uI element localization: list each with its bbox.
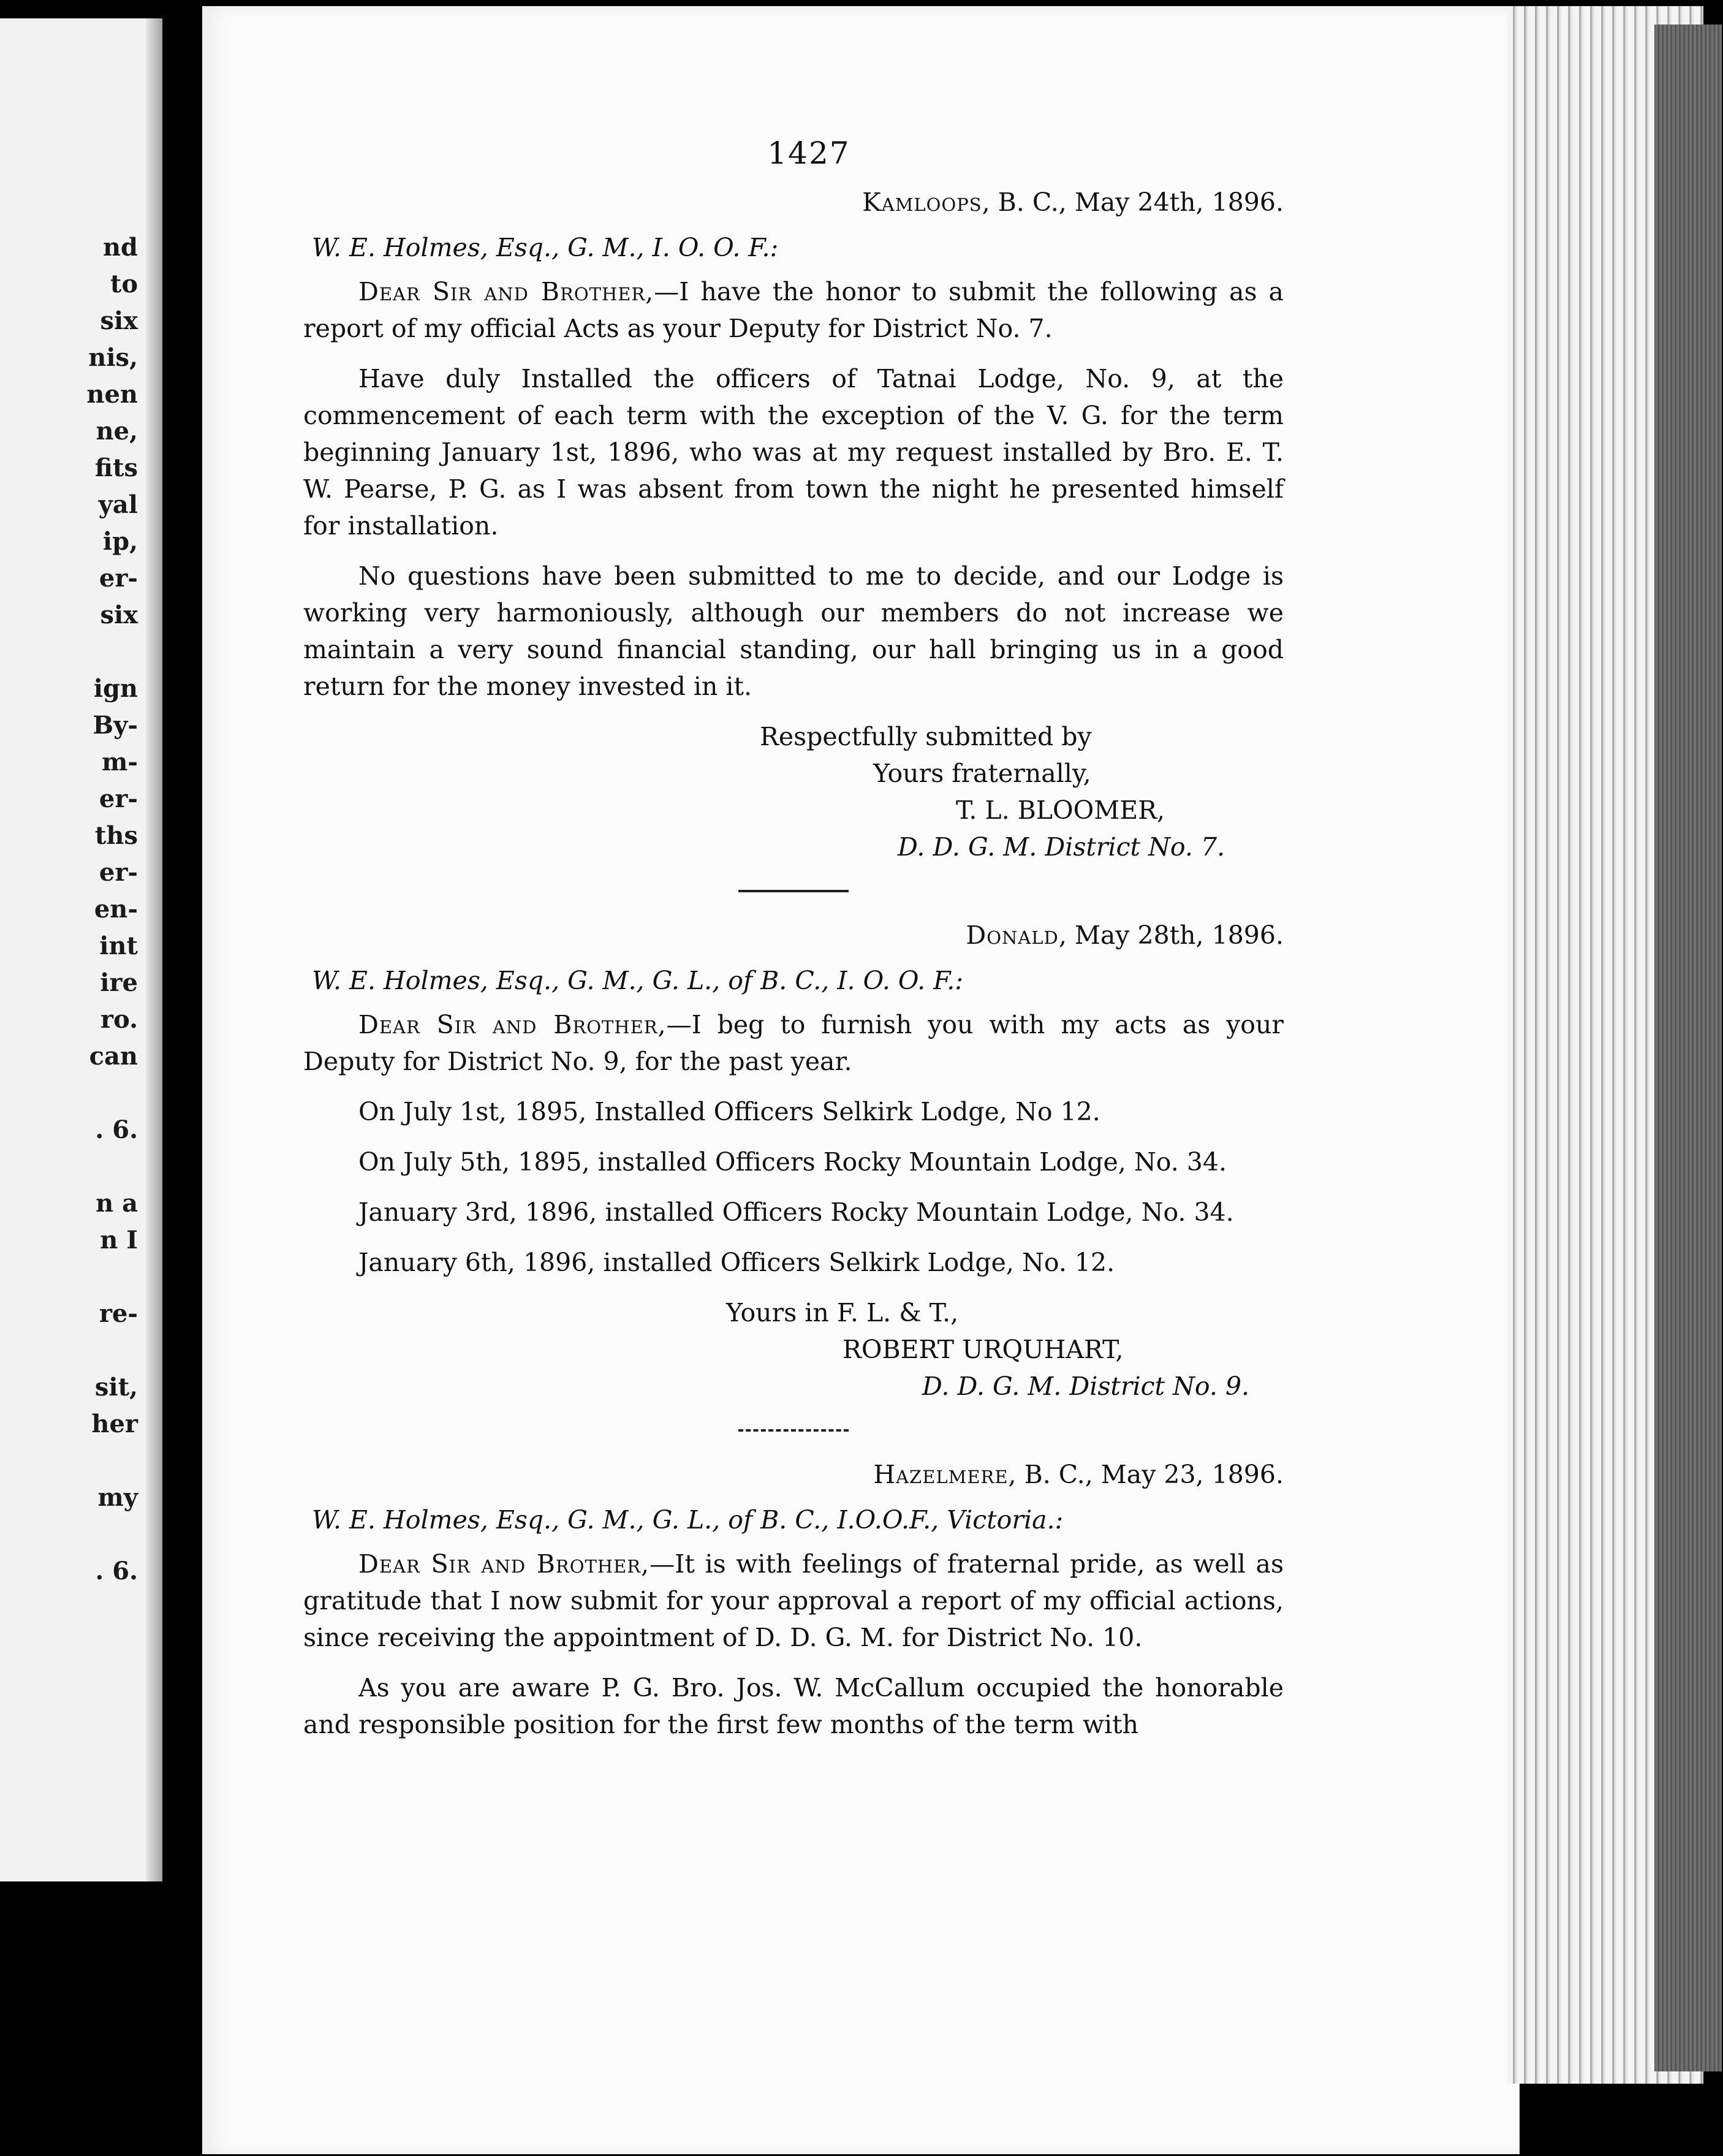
facing-page-fragment-line: six: [100, 306, 138, 335]
place-name: Kamloops: [862, 188, 982, 217]
list-item: January 3rd, 1896, installed Officers Rocky Mountain Lodge, No. 34.: [358, 1198, 1234, 1227]
paragraph: [303, 1006, 1284, 1080]
facing-page-fragment-line: ths: [94, 821, 138, 850]
paragraph-text: —I beg to furnish you with my acts as your Deputy for District No. 9, for the past year.: [303, 1010, 1284, 1076]
facing-page-fragment-line: her: [91, 1410, 138, 1438]
page-number: 1427: [767, 135, 850, 171]
facing-page-fragment-line: sit,: [94, 1373, 138, 1402]
list-item: January 6th, 1896, installed Officers Selkirk Lodge, No. 12.: [358, 1248, 1115, 1277]
place-name: Hazelmere: [873, 1460, 1009, 1489]
date: , May 28th, 1896.: [1058, 920, 1284, 950]
salutation: W. E. Holmes, Esq., G. M., G. L., of B. C., I.O.O.F., Victoria.:: [312, 1505, 1064, 1535]
paragraph: [303, 273, 1284, 347]
letter-dateline: [303, 1456, 1284, 1493]
facing-page-fragment-line: nen: [86, 380, 138, 409]
signer-name: ROBERT URQUHART,: [843, 1335, 1124, 1364]
facing-page-fragment-line: can: [89, 1042, 138, 1071]
place-name: Donald: [966, 920, 1059, 950]
facing-page-fragment-line: my: [97, 1483, 138, 1512]
facing-page-fragment-line: . 6.: [95, 1115, 138, 1144]
signer-title: D. D. G. M. District No. 7.: [898, 832, 1225, 862]
facing-page-fragment-line: . 6.: [95, 1557, 138, 1585]
salutation: W. E. Holmes, Esq., G. M., I. O. O. F.:: [312, 233, 779, 262]
facing-page-fragment-line: ip,: [102, 527, 138, 556]
facing-page-fragment-line: ne,: [96, 417, 138, 446]
facing-page-fragment-line: yal: [98, 490, 138, 519]
facing-page-fragment-line: ro.: [100, 1005, 138, 1034]
page-content: [303, 110, 1284, 1756]
closing-line: Respectfully submitted by: [760, 722, 1092, 751]
facing-page-fragment-line: er-: [99, 858, 138, 887]
greeting: Dear Sir and Brother,: [358, 277, 654, 306]
facing-page-fragment-line: By-: [93, 711, 138, 740]
facing-page-fragment-line: er-: [99, 784, 138, 813]
list-item: On July 5th, 1895, installed Officers Rocky Mountain Lodge, No. 34.: [358, 1147, 1227, 1177]
facing-page-fragment-line: n I: [100, 1226, 138, 1255]
paragraph-text: —I have the honor to submit the following as a report of my official Acts as your Deputy for District No. 7.: [303, 277, 1284, 343]
facing-page-fragment-line: re-: [99, 1299, 138, 1328]
facing-page-fragment-line: fits: [94, 454, 138, 482]
signer-name: T. L. BLOOMER,: [956, 795, 1165, 825]
date: , B. C., May 24th, 1896.: [982, 188, 1284, 217]
facing-page-fragment-line: int: [99, 932, 138, 960]
letter-hazelmere: [303, 1456, 1284, 1743]
paragraph-text: —It is with feelings of fraternal pride, as well as gratitude that I now submit for your approval a report of my official actions, since receiving the appointment of D. D. G. M. for District No. 10.: [303, 1549, 1284, 1652]
facing-page-fragment-line: nd: [102, 233, 138, 262]
facing-page-fragment-line: six: [100, 601, 138, 629]
page-edges-shadow: [1654, 25, 1722, 2071]
paragraph: As you are aware P. G. Bro. Jos. W. McCallum occupied the honorable and responsible position for the first few months of the term with: [303, 1673, 1284, 1739]
section-divider: [738, 890, 849, 892]
facing-page-fragment-line: nis,: [88, 343, 138, 372]
letter-dateline: [303, 917, 1284, 954]
closing-line: Yours in F. L. & T.,: [726, 1298, 959, 1327]
facing-page-fragment-line: ign: [93, 674, 138, 703]
paragraph: [303, 1546, 1284, 1656]
facing-page-fragment-line: er-: [99, 564, 138, 593]
gutter-shadow: [146, 18, 162, 1881]
facing-page-fragment-line: to: [110, 270, 138, 298]
date: , B. C., May 23, 1896.: [1008, 1460, 1284, 1489]
facing-page-fragment-line: m-: [102, 748, 138, 776]
facing-page-fragment-line: n a: [96, 1189, 138, 1218]
facing-page-fragment-line: ire: [100, 968, 138, 997]
greeting: Dear Sir and Brother,: [358, 1010, 667, 1039]
list-item: On July 1st, 1895, Installed Officers Selkirk Lodge, No 12.: [358, 1097, 1100, 1126]
letter-donald: [303, 917, 1284, 1405]
letter-dateline: [303, 184, 1284, 221]
section-divider: [738, 1429, 849, 1432]
paragraph: No questions have been submitted to me to decide, and our Lodge is working very harmoniously, although our members do not increase we maintain a very sound financial standing, our hall bringing us in a good return for the money invested in it.: [303, 561, 1284, 701]
letter-kamloops: [303, 184, 1284, 865]
salutation: W. E. Holmes, Esq., G. M., G. L., of B. C., I. O. O. F.:: [312, 966, 964, 995]
facing-page-fragment: [0, 18, 162, 1881]
facing-page-fragment-line: en-: [94, 895, 138, 924]
paragraph: Have duly Installed the officers of Tatnai Lodge, No. 9, at the commencement of each term with the exception of the V. G. for the term beginning January 1st, 1896, who was at my request installed by Bro. E. T. W. Pearse, P. G. as I was absent from town the night he presented himself for installation.: [303, 364, 1284, 541]
closing-line: Yours fraternally,: [873, 759, 1091, 788]
signer-title: D. D. G. M. District No. 9.: [922, 1372, 1250, 1401]
greeting: Dear Sir and Brother,: [358, 1549, 650, 1579]
